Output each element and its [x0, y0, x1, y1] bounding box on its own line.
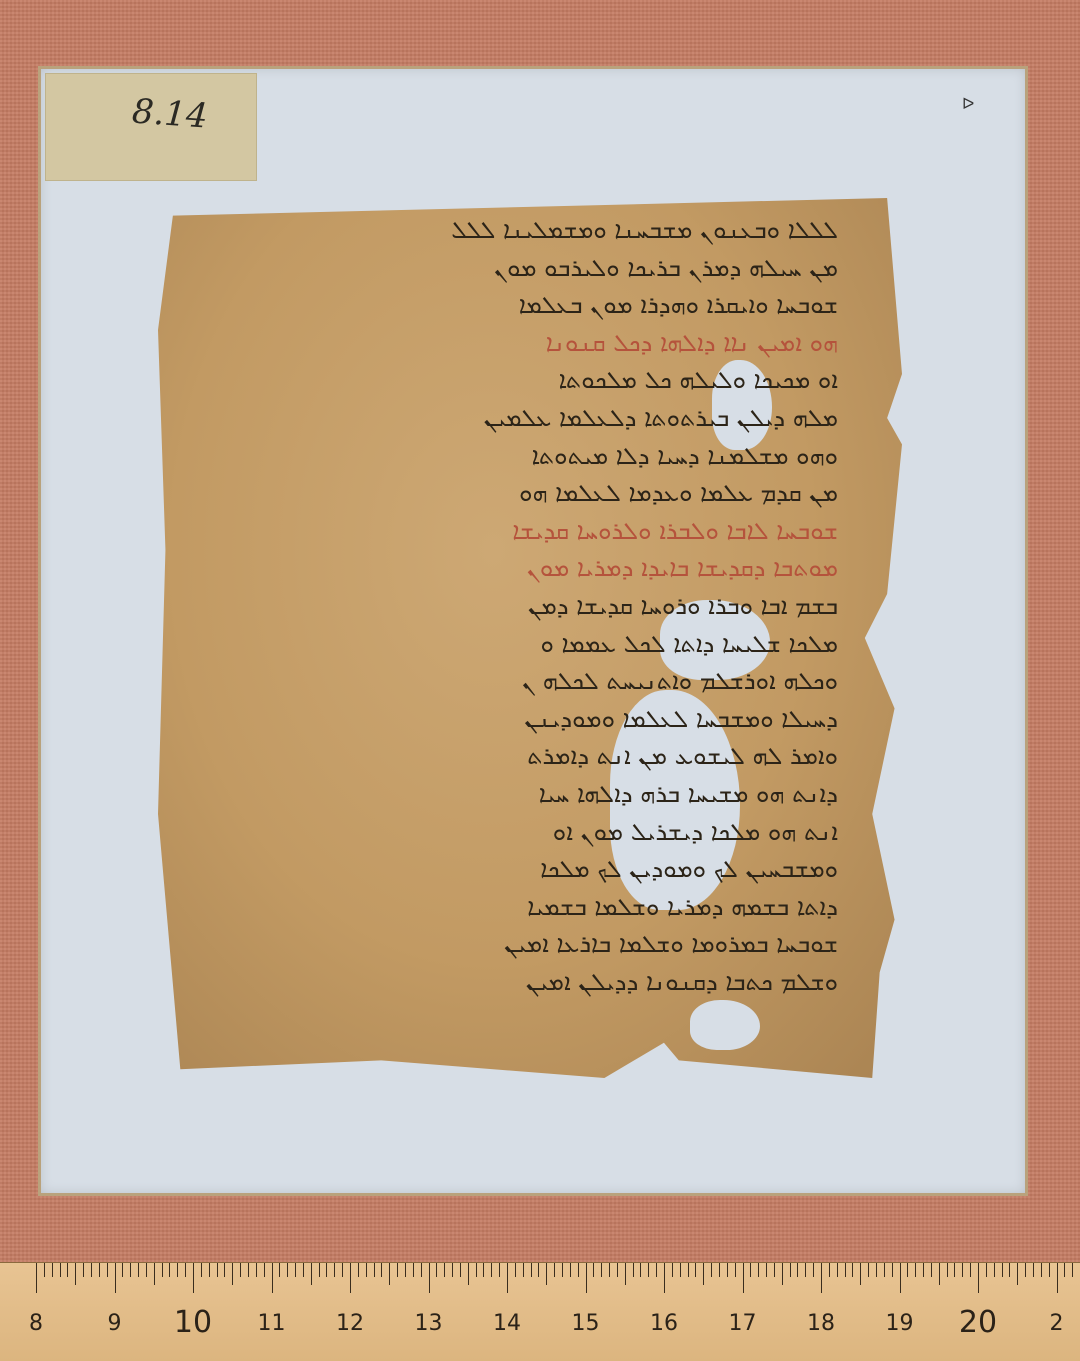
ruler-tick — [452, 1263, 453, 1277]
ruler-tick — [185, 1263, 186, 1277]
manuscript-line: ܐܘ ܡܟܝܟܐ ܘܠܝܠܗ ܟܠ ܡܠܟܘܬܐ — [558, 366, 838, 395]
ruler-tick — [719, 1263, 720, 1277]
ruler-tick — [1009, 1263, 1010, 1277]
ruler-tick — [672, 1263, 673, 1277]
ruler-tick — [758, 1263, 759, 1277]
ruler-tick — [342, 1263, 343, 1277]
ruler-tick — [1072, 1263, 1073, 1277]
ruler-tick — [601, 1263, 602, 1277]
manuscript-line: ܡܠܗ ܕܝܠܢ ܒܝܪܬܘܬܐ ܕܠܥܠܡܐ ܥܠܡܝܢ — [483, 403, 838, 432]
ruler-tick — [107, 1263, 108, 1277]
ruler-tick — [750, 1263, 751, 1277]
ruler-tick — [876, 1263, 877, 1277]
ruler-tick — [1049, 1263, 1050, 1277]
syriac-text-block — [268, 212, 838, 1001]
ruler-tick — [970, 1263, 971, 1277]
ruler-tick — [962, 1263, 963, 1277]
ruler-tick — [688, 1263, 689, 1277]
ruler-tick — [499, 1263, 500, 1277]
manuscript-line: ܘܐܡܪ ܠܗ ܠܝܫܘܥ ܡܢ ܐܢܬ ܕܐܡܪܬ — [527, 742, 838, 771]
ruler-tick — [52, 1263, 53, 1277]
ruler-tick — [295, 1263, 296, 1277]
ruler-number: 19 — [885, 1311, 914, 1336]
ruler-tick — [695, 1263, 696, 1277]
ruler-number: 15 — [571, 1311, 600, 1336]
manuscript-line: ܡܢ ܚܝܠܗ ܕܡܪܢ ܒܪܝܟܐ ܘܠܝܪܒܘ ܡܘܢ — [494, 253, 838, 282]
ruler-tick — [162, 1263, 163, 1277]
ruler-tick — [868, 1263, 869, 1277]
ruler-number: 16 — [650, 1311, 678, 1336]
ruler-tick — [743, 1263, 744, 1293]
ruler-tick — [523, 1263, 524, 1277]
ruler-tick — [44, 1263, 45, 1277]
ruler-tick — [829, 1263, 830, 1277]
ruler-tick — [36, 1263, 37, 1293]
ruler-tick — [421, 1263, 422, 1277]
manuscript-line: ܘܫܠܡ ܟܬܒܐ ܕܩܢܘܢܐ ܕܕܝܠܢ ܐܡܝܢ — [526, 967, 838, 996]
ruler-tick — [1002, 1263, 1003, 1277]
ruler-tick — [994, 1263, 995, 1277]
ruler-tick — [609, 1263, 610, 1277]
ruler-tick — [640, 1263, 641, 1277]
ruler-tick — [201, 1263, 202, 1277]
manuscript-line: ܗܘ ܐܡܝܢ ܢܐܐ ܕܐܠܗܐ ܕܟܠ ܩܢܘܢܐ — [545, 328, 838, 357]
ruler-tick — [279, 1263, 280, 1277]
ruler-tick — [444, 1263, 445, 1277]
ruler-tick — [240, 1263, 241, 1277]
ruler-tick — [138, 1263, 139, 1277]
ruler-tick — [177, 1263, 178, 1277]
ruler-tick — [915, 1263, 916, 1277]
ruler-tick — [1025, 1263, 1026, 1277]
ruler-tick — [115, 1263, 116, 1293]
ruler-tick — [821, 1263, 822, 1293]
ruler-tick — [468, 1263, 469, 1285]
ruler-tick — [483, 1263, 484, 1277]
ruler-tick — [476, 1263, 477, 1277]
ruler-tick — [923, 1263, 924, 1277]
ruler-tick — [900, 1263, 901, 1293]
ruler-tick — [60, 1263, 61, 1277]
ruler-tick — [397, 1263, 398, 1277]
ruler-tick — [366, 1263, 367, 1277]
ruler-tick — [507, 1263, 508, 1293]
ruler-tick — [954, 1263, 955, 1277]
ruler-number: 10 — [173, 1305, 213, 1340]
manuscript-line: ܡܘܬܒܐ ܕܩܕܝܫܐ ܒܐܝܕܐ ܕܡܪܝܐ ܡܘܢ — [526, 554, 838, 583]
ruler-tick — [546, 1263, 547, 1285]
ruler-tick — [154, 1263, 155, 1285]
ruler-tick — [939, 1263, 940, 1285]
ruler-number: 14 — [493, 1311, 521, 1336]
ruler-tick — [884, 1263, 885, 1277]
ruler-tick — [436, 1263, 437, 1277]
ruler-tick — [1017, 1263, 1018, 1285]
ruler-number: 18 — [807, 1311, 835, 1336]
ruler-tick — [648, 1263, 649, 1277]
ruler-tick — [680, 1263, 681, 1277]
ruler-tick — [217, 1263, 218, 1277]
manuscript-line: ܒܫܡ ܐܒܐ ܘܒܪܐ ܘܪܘܚܐ ܩܕܝܫܐ ܕܡܢ — [528, 591, 838, 620]
ruler-tick — [374, 1263, 375, 1277]
ruler-tick — [735, 1263, 736, 1277]
ruler-tick — [122, 1263, 123, 1277]
manuscript-line: ܐܢܬ ܗܘ ܡܠܟܐ ܕܝܫܪܝܠ ܡܘܢ ܐܘ — [552, 817, 838, 846]
ruler-tick — [531, 1263, 532, 1277]
ruler-tick — [389, 1263, 390, 1285]
ruler-tick — [83, 1263, 84, 1277]
manuscript-line: ܠܠܠܐ ܘܒܥܢܘܢ ܡܫܒܚܢܐ ܘܡܫܡܠܝܢܐ ܠܠܠ — [451, 216, 838, 244]
ruler-tick — [224, 1263, 225, 1277]
manuscript-line: ܡܢ ܩܕܡ ܥܠܡܐ ܘܥܕܡܐ ܠܥܠܡܐ ܗܘ — [519, 479, 838, 508]
ruler-tick — [311, 1263, 312, 1285]
ruler-tick — [703, 1263, 704, 1285]
ruler-tick — [413, 1263, 414, 1277]
manuscript-line: ܫܘܒܚܐ ܘܐܝܩܪܐ ܘܗܕܪܐ ܡܘܢ ܒܥܠܡܐ — [518, 291, 838, 320]
fragment-hole — [690, 1000, 760, 1050]
ruler-tick — [326, 1263, 327, 1277]
corner-mark: ᐅ — [962, 94, 975, 113]
ruler-tick — [711, 1263, 712, 1277]
ruler-tick — [562, 1263, 563, 1277]
measuring-ruler — [0, 1262, 1080, 1361]
ruler-tick — [256, 1263, 257, 1277]
ruler-tick — [860, 1263, 861, 1285]
ruler-number: 9 — [107, 1311, 122, 1336]
ruler-tick — [1057, 1263, 1058, 1293]
ruler-number: 2 — [1049, 1311, 1064, 1336]
ruler-tick — [405, 1263, 406, 1277]
ruler-tick — [193, 1263, 194, 1293]
ruler-tick — [570, 1263, 571, 1277]
ruler-tick — [1041, 1263, 1042, 1277]
inventory-label-text: 8.14 — [130, 91, 210, 137]
manuscript-line: ܡܠܟܐ ܫܠܝܚܐ ܕܐܬܐ ܠܟܠ ܥܡܡܐ ܘ — [540, 629, 838, 658]
ruler-tick — [169, 1263, 170, 1277]
manuscript-line: ܕܐܢܬ ܗܘ ܡܫܝܚܐ ܒܪܗ ܕܐܠܗܐ ܚܝܐ — [538, 779, 838, 808]
ruler-number: 13 — [414, 1311, 443, 1336]
ruler-tick — [429, 1263, 430, 1293]
ruler-tick — [1064, 1263, 1065, 1277]
manuscript-line: ܕܚܝܠܐ ܘܡܫܒܚܐ ܠܥܠܡܐ ܘܡܘܕܝܢܢ — [524, 704, 838, 733]
ruler-tick — [617, 1263, 618, 1277]
ruler-tick — [1033, 1263, 1034, 1277]
ruler-tick — [837, 1263, 838, 1277]
ruler-tick — [931, 1263, 932, 1277]
ruler-tick — [845, 1263, 846, 1277]
ruler-tick — [907, 1263, 908, 1277]
manuscript-line: ܘܟܠܗ ܐܘܪܫܠܡ ܘܐܬܢܝܚܬ ܠܟܠܗ ܢ — [522, 667, 838, 696]
ruler-tick — [272, 1263, 273, 1293]
ruler-tick — [633, 1263, 634, 1277]
ruler-tick — [978, 1263, 979, 1293]
manuscript-line: ܫܘܒܚܐ ܠܐܒܐ ܘܠܒܪܐ ܘܠܪܘܚܐ ܩܕܝܫܐ — [512, 516, 838, 545]
ruler-tick — [232, 1263, 233, 1285]
ruler-tick — [554, 1263, 555, 1277]
ruler-tick — [146, 1263, 147, 1277]
ruler-tick — [75, 1263, 76, 1285]
ruler-tick — [287, 1263, 288, 1277]
ruler-tick — [727, 1263, 728, 1277]
ruler-tick — [334, 1263, 335, 1277]
ruler-tick — [586, 1263, 587, 1293]
ruler-tick — [774, 1263, 775, 1277]
ruler-number: 11 — [257, 1311, 286, 1336]
ruler-tick — [892, 1263, 893, 1277]
ruler-tick — [813, 1263, 814, 1277]
manuscript-line: ܘܗܘ ܡܫܠܡܢܐ ܕܚܝܐ ܕܠܐ ܡܝܬܘܬܐ — [531, 441, 838, 470]
ruler-tick — [766, 1263, 767, 1277]
ruler-tick — [947, 1263, 948, 1277]
ruler-tick — [248, 1263, 249, 1277]
ruler-tick — [264, 1263, 265, 1277]
ruler-number: 12 — [336, 1311, 364, 1336]
ruler-tick — [538, 1263, 539, 1277]
ruler-number: 20 — [958, 1305, 998, 1340]
ruler-tick — [209, 1263, 210, 1277]
ruler-tick — [664, 1263, 665, 1293]
ruler-tick — [578, 1263, 579, 1277]
ruler-tick — [99, 1263, 100, 1277]
ruler-tick — [986, 1263, 987, 1277]
ruler-tick — [130, 1263, 131, 1277]
manuscript-line: ܘܡܫܒܚܝܢ ܠܟ ܘܡܘܕܝܢ ܠܟ ܡܠܟܐ — [540, 855, 838, 884]
manuscript-line: ܕܐܬܐ ܒܫܡܗ ܕܡܪܝܐ ܘܫܠܡܐ ܒܫܡܝܐ — [527, 892, 838, 921]
ruler-tick — [460, 1263, 461, 1277]
ruler-tick — [625, 1263, 626, 1285]
ruler-tick — [852, 1263, 853, 1277]
ruler-tick — [805, 1263, 806, 1277]
ruler-tick — [782, 1263, 783, 1285]
ruler-number: 17 — [728, 1311, 757, 1336]
ruler-tick — [656, 1263, 657, 1277]
ruler-tick — [381, 1263, 382, 1277]
ruler-tick — [91, 1263, 92, 1277]
ruler-tick — [319, 1263, 320, 1277]
ruler-tick — [515, 1263, 516, 1277]
ruler-tick — [593, 1263, 594, 1277]
manuscript-line: ܫܘܒܚܐ ܒܡܪܘܡܐ ܘܫܠܡܐ ܒܐܪܥܐ ܐܡܝܢ — [504, 930, 838, 959]
ruler-tick — [350, 1263, 351, 1293]
ruler-tick — [67, 1263, 68, 1277]
ruler-tick — [358, 1263, 359, 1277]
ruler-tick — [790, 1263, 791, 1277]
ruler-tick — [303, 1263, 304, 1277]
ruler-tick — [797, 1263, 798, 1277]
ruler-tick — [491, 1263, 492, 1277]
ruler-number: 8 — [29, 1311, 43, 1336]
